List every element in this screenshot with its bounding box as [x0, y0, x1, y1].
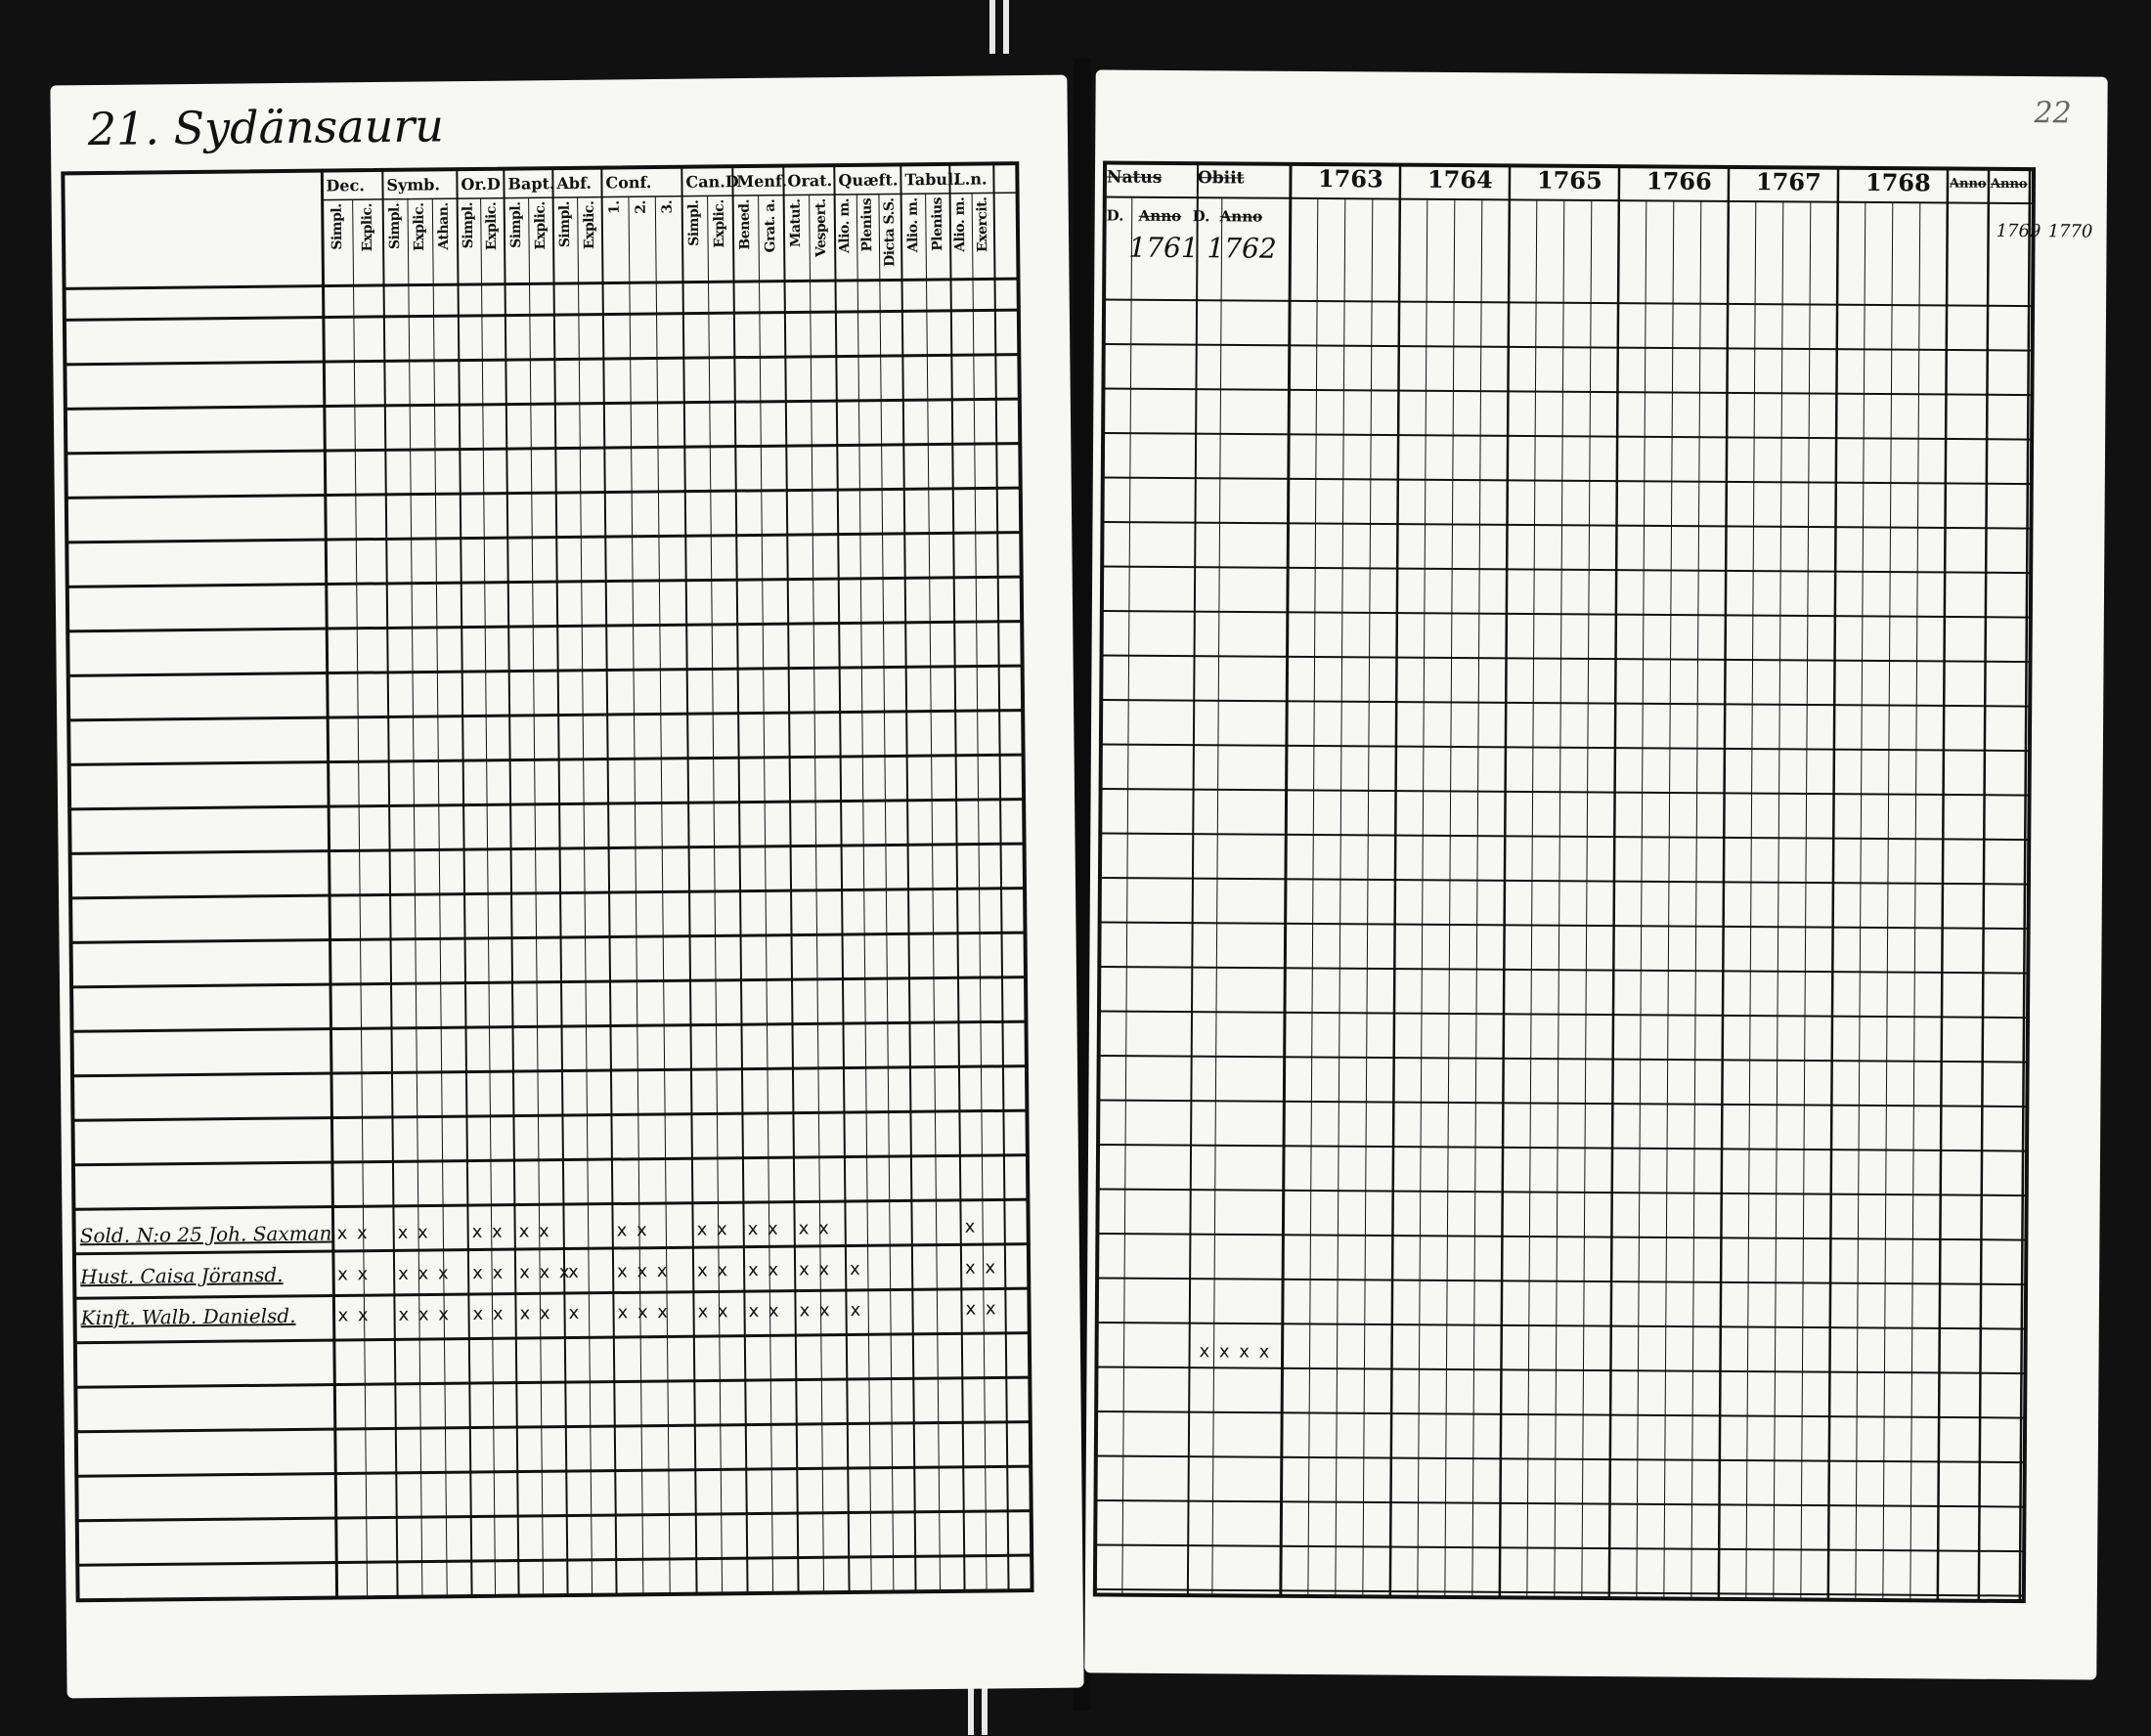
header-sub-label: Bened.	[736, 198, 754, 250]
header-sub-label: Simpl.	[386, 202, 403, 250]
top-clip	[1003, 0, 1009, 54]
obiit-year: 1762	[1207, 232, 1277, 265]
year-sub-line	[1774, 201, 1783, 1599]
entry-mark: x x	[965, 1298, 998, 1320]
row-line	[1098, 1189, 2027, 1195]
entry-mark: x x	[337, 1305, 371, 1326]
sub-column-line	[972, 194, 987, 1591]
entry-mark: x x x	[617, 1260, 670, 1282]
row-line	[1100, 922, 2029, 929]
year-header: 1767	[1755, 167, 1822, 196]
year-sub-line	[1418, 199, 1427, 1597]
row-line	[1102, 566, 2031, 573]
right-table-grid	[1084, 69, 2107, 1679]
row-line	[1095, 1544, 2024, 1551]
day-column-line	[1122, 197, 1132, 1595]
header-group-label: Symb.	[386, 175, 441, 195]
entry-mark: x x	[964, 1257, 998, 1279]
entry-mark: x x	[748, 1259, 781, 1281]
row-line	[73, 1155, 1028, 1165]
header-sub-label: Vespert.	[812, 198, 830, 258]
entry-mark: x x	[471, 1221, 505, 1243]
entry-name: Kinft. Walb. Danielsd.	[80, 1303, 296, 1330]
year-sub-line	[1664, 201, 1674, 1599]
extra-year-1769: 1769	[1996, 220, 2041, 242]
natus-header-line	[1105, 196, 1291, 197]
year-sub-line	[1637, 200, 1646, 1598]
header-group-label: Abf.	[556, 173, 593, 194]
year-sub-line	[1336, 198, 1345, 1596]
row-line	[69, 800, 1024, 809]
year-header: 1768	[1865, 167, 1931, 197]
entry-mark: x	[964, 1216, 978, 1237]
sub-column-line	[655, 196, 670, 1594]
row-line	[1096, 1411, 2025, 1418]
header-sub-label: Explic.	[411, 202, 428, 251]
sub-column-line	[810, 195, 824, 1592]
year-sub-line	[1472, 199, 1482, 1597]
row-line	[1103, 477, 2032, 484]
sub-column-line	[578, 197, 593, 1595]
row-line	[1098, 1100, 2027, 1107]
year-sub-line	[1308, 198, 1318, 1596]
year-sub-line	[1801, 202, 1811, 1600]
row-line	[1103, 522, 2032, 529]
entry-mark: x x	[518, 1221, 551, 1242]
year-sub-line	[1746, 201, 1756, 1599]
row-line	[70, 889, 1025, 898]
year-sub-line	[1691, 201, 1701, 1599]
year-sub-line	[1856, 202, 1866, 1600]
left-page	[50, 75, 1083, 1699]
row-line	[1099, 1011, 2028, 1018]
sub-column-line	[708, 195, 723, 1593]
header-sub-label: Explic.	[532, 201, 549, 250]
row-line	[72, 1021, 1027, 1031]
row-line	[1103, 388, 2032, 395]
header-sub-label: Alio. m.	[951, 196, 969, 252]
header-sub-label: 3.	[659, 199, 677, 214]
marks-row: x x x x	[1199, 1341, 1272, 1363]
bottom-clip	[968, 1681, 974, 1735]
row-line	[1099, 1056, 2028, 1063]
header-group-label: Orat.	[787, 171, 833, 191]
row-line	[1096, 1455, 2025, 1462]
row-line	[66, 488, 1021, 498]
right-page	[1084, 69, 2107, 1679]
header-sub-label: Matut.	[787, 198, 805, 248]
row-line	[1097, 1234, 2026, 1240]
row-line	[72, 1066, 1027, 1076]
header-sub-label: Simpl.	[329, 203, 345, 250]
natus-day-label: D.	[1106, 206, 1124, 225]
header-sub-label: Simpl.	[556, 200, 573, 248]
header-group-label: Menf.	[736, 171, 787, 192]
entry-mark: x x	[519, 1303, 552, 1324]
row-line	[68, 666, 1023, 675]
sub-column-line	[353, 199, 368, 1597]
extra-year-1770: 1770	[2047, 221, 2093, 242]
sub-column-line	[926, 194, 941, 1591]
header-sub-label: Dicta S.S.	[881, 197, 899, 267]
entry-mark: x	[850, 1258, 862, 1280]
entry-mark: x x	[799, 1259, 832, 1280]
row-line	[76, 1422, 1031, 1432]
entry-mark: x x x	[519, 1261, 572, 1283]
entry-mark: x x	[472, 1303, 505, 1325]
obiit-anno-label: Anno	[1219, 207, 1263, 226]
row-line	[68, 711, 1023, 720]
row-line	[1097, 1323, 2026, 1329]
header-group-label: Dec.	[326, 176, 365, 195]
row-line	[1104, 299, 2033, 306]
row-line	[1099, 967, 2028, 974]
entry-mark: x x	[397, 1222, 430, 1243]
row-line	[65, 355, 1019, 365]
row-line	[76, 1466, 1031, 1476]
header-sub-label: 1.	[606, 200, 623, 215]
sub-column-line	[529, 197, 544, 1595]
row-line	[71, 933, 1026, 942]
sub-column-line	[759, 195, 773, 1593]
entry-mark: x	[568, 1261, 581, 1283]
top-clip	[989, 0, 995, 54]
sub-column-line	[629, 196, 643, 1594]
entry-mark: x x x	[398, 1304, 452, 1325]
header-sub-label: Exercit.	[974, 196, 990, 253]
row-line	[72, 1110, 1027, 1120]
natus-year: 1761	[1128, 231, 1199, 265]
year-header: 1765	[1536, 165, 1602, 195]
page-number: 22	[2034, 96, 2072, 131]
natus-header: Natus	[1106, 167, 1163, 188]
header-sub-label: Simpl.	[685, 199, 703, 246]
row-line	[1096, 1500, 2025, 1507]
year-sub-line	[1555, 200, 1564, 1598]
sub-column-line	[481, 198, 496, 1596]
row-line	[1101, 744, 2030, 751]
header-sub-label: Explic.	[359, 203, 375, 252]
row-line	[67, 622, 1022, 631]
year-sub-line	[1363, 198, 1373, 1596]
day-column-line	[1212, 197, 1222, 1595]
year-header-line	[1291, 198, 2034, 203]
row-line	[73, 1199, 1028, 1209]
header-sub-label: Simpl.	[507, 201, 524, 248]
row-line	[1096, 1367, 2025, 1373]
obiit-day-label: D.	[1192, 207, 1210, 226]
entry-mark: x x	[472, 1262, 505, 1284]
entry-mark: x x	[697, 1260, 730, 1281]
row-line	[1102, 611, 2031, 618]
header-sub-label: Plenius	[929, 196, 945, 251]
entry-name: Sold. N:o 25 Joh. Saxman	[79, 1221, 332, 1248]
year-sub-line	[1445, 199, 1455, 1597]
entry-mark: x	[568, 1302, 582, 1324]
row-line	[1100, 833, 2029, 840]
year-header: 1766	[1646, 166, 1712, 195]
row-line	[1098, 1145, 2027, 1151]
year-header: 1764	[1427, 164, 1493, 195]
row-line	[1101, 789, 2030, 796]
year-header: 1763	[1317, 163, 1383, 194]
entry-mark: x x	[616, 1220, 649, 1241]
row-line	[1101, 700, 2030, 707]
year-sub-line	[1582, 200, 1592, 1598]
row-line	[1103, 433, 2032, 440]
row-line	[1104, 344, 2033, 351]
sub-column-line	[879, 195, 894, 1592]
year-sub-line	[1527, 200, 1537, 1598]
header-group-label: L.n.	[953, 169, 988, 189]
header-sub-label: Alio. m.	[836, 197, 854, 254]
row-line	[71, 977, 1026, 987]
sub-column-line	[856, 195, 871, 1592]
year-header: Anno	[1949, 176, 1987, 192]
header-group-label: Bapt.	[507, 174, 555, 194]
entry-mark: x x	[336, 1223, 370, 1244]
entry-mark: x x	[798, 1218, 831, 1239]
page-title: 21. Sydänsauru	[87, 99, 445, 156]
header-sub-label: Explic.	[581, 200, 597, 250]
year-header: Anno	[1990, 176, 2028, 193]
sub-column-line	[408, 199, 422, 1597]
row-line	[66, 533, 1021, 542]
entry-mark: x x	[799, 1300, 832, 1322]
header-sub-label: Plenius	[858, 197, 876, 252]
year-sub-line	[1883, 202, 1893, 1600]
row-line	[1102, 655, 2031, 662]
natus-anno-label: Anno	[1138, 206, 1182, 226]
header-group-label: Tabul.	[904, 169, 959, 190]
header-group-label: Quæft.	[838, 170, 899, 191]
row-line	[66, 399, 1020, 409]
header-group-label: Conf.	[605, 173, 652, 193]
row-line	[75, 1377, 1030, 1387]
year-sub-line	[1910, 202, 1920, 1600]
header-group-label: Or.D	[461, 174, 501, 195]
entry-mark: x x	[696, 1219, 729, 1240]
header-sub-label: Grat. a.	[762, 198, 779, 253]
entry-mark: x x x	[617, 1301, 671, 1324]
left-table-grid	[50, 75, 1083, 1699]
obiit-header: Obiit	[1197, 168, 1245, 189]
header-group-label: Can.D	[685, 172, 739, 192]
entry-mark: x x	[697, 1301, 730, 1323]
entry-mark: x x	[748, 1300, 781, 1323]
header-sub-label: Alio. m.	[904, 197, 921, 253]
bottom-clip	[982, 1681, 988, 1735]
row-line	[66, 444, 1020, 454]
entry-mark: x x	[747, 1218, 780, 1240]
row-line	[67, 577, 1022, 586]
row-line	[77, 1555, 1032, 1565]
row-line	[70, 844, 1025, 853]
header-sub-label: Explic.	[483, 201, 501, 251]
header-sub-label: 2.	[633, 200, 649, 214]
row-line	[1100, 878, 2029, 885]
entry-mark: x	[850, 1299, 863, 1321]
row-line	[69, 755, 1024, 764]
header-bottom-line	[65, 279, 1019, 288]
entry-mark: x x x	[398, 1263, 451, 1284]
entry-name: Hust. Caisa Jöransd.	[80, 1263, 284, 1289]
row-line	[65, 310, 1019, 320]
header-sub-label: Athan.	[435, 202, 453, 250]
header-sub-label: Simpl.	[460, 201, 477, 249]
row-line	[1097, 1278, 2026, 1284]
entry-mark: x x	[337, 1264, 371, 1285]
row-line	[75, 1333, 1030, 1343]
header-sub-label: Explic.	[711, 199, 728, 248]
row-line	[74, 1288, 1029, 1298]
row-line	[77, 1511, 1032, 1521]
sub-column-line	[432, 198, 447, 1596]
